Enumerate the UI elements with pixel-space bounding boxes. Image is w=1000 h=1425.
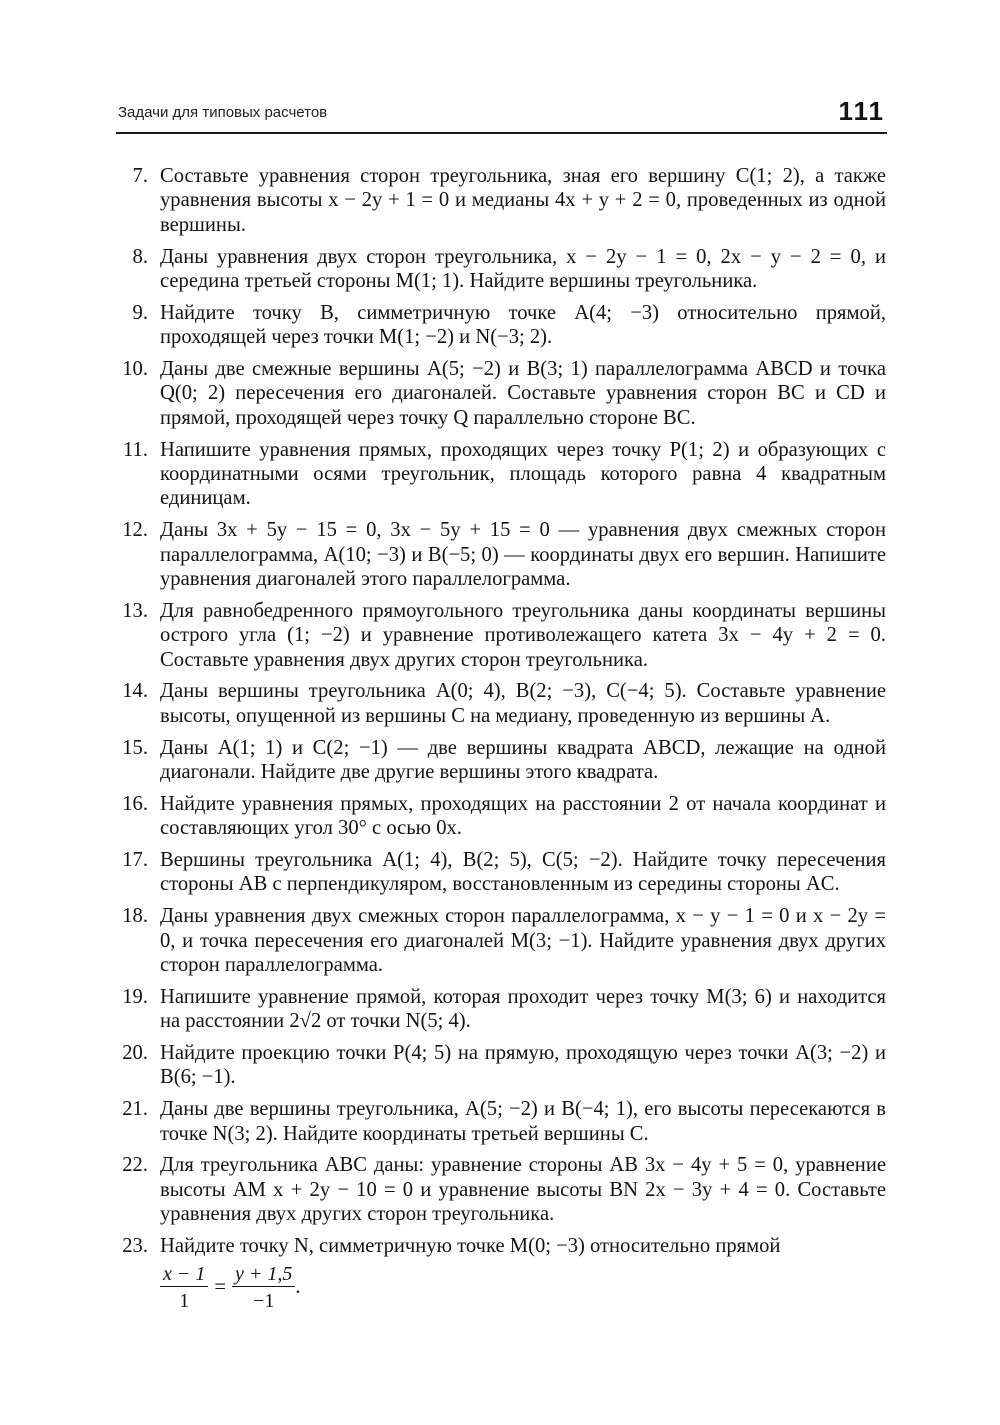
running-title: Задачи для типовых расчетов [118, 104, 328, 121]
equals-sign: = [214, 1276, 226, 1299]
problem-number: 11. [123, 438, 148, 461]
problem-number: 13. [122, 599, 148, 622]
period: . [295, 1276, 301, 1299]
problem-7 [110, 164, 886, 237]
problem-11 [110, 438, 886, 511]
problem-16 [110, 792, 886, 841]
problem-text: Для равнобедренного прямоугольного треугольника даны координаты вершины острого угла (1; −2) и уравнение противолежащего катета 3x − 4y + 2 = 0. Составьте уравнения двух других сторон треугольника. [160, 599, 886, 671]
problem-19 [110, 985, 886, 1034]
problem-text: Найдите проекцию точки P(4; 5) на прямую, проходящую через точки A(3; −2) и B(6; −1). [160, 1042, 886, 1089]
problem-number: 10. [122, 358, 148, 381]
problem-text: Даны уравнения двух смежных сторон параллелограмма, x − y − 1 = 0 и x − 2y = 0, и точка пересечения его диагоналей M(3; −1). Найдите уравнения двух других сторон параллелограмма. [160, 905, 886, 977]
problem-18 [110, 904, 886, 977]
problem-text: Вершины треугольника A(1; 4), B(2; 5), C(5; −2). Найдите точку пересечения стороны AB с перпендикуляром, восстановленным из середины стороны AC. [160, 849, 886, 896]
problem-text: Найдите уравнения прямых, проходящих на расстоянии 2 от начала координат и составляющих угол 30° с осью 0x. [160, 792, 886, 840]
fraction-denominator: −1 [253, 1289, 275, 1312]
problem-number: 23. [122, 1235, 148, 1258]
problem-text: Даны две смежные вершины A(5; −2) и B(3; 1) параллелограмма ABCD и точка Q(0; 2) пересечения его диагоналей. Составьте уравнения сторон BC и CD и прямой, проходящей через точку Q параллельно стороне BC. [160, 358, 886, 429]
problem-number: 7. [132, 165, 148, 187]
problem-15 [110, 736, 886, 785]
problem-number: 18. [122, 905, 148, 928]
problem-text: Даны две вершины треугольника, A(5; −2) и B(−4; 1), его высоты пересекаются в точке N(3; 2). Найдите координаты третьей вершины C. [160, 1098, 886, 1145]
problem-number: 8. [132, 245, 148, 268]
problem-21 [110, 1097, 886, 1146]
problem-text: Даны 3x + 5y − 15 = 0, 3x − 5y + 15 = 0 — уравнения двух смежных сторон параллелограмма, A(10; −3) и B(−5; 0) — координаты двух его вершин. Напишите уравнения диагоналей этого параллелограмма. [160, 519, 886, 591]
fraction-numerator: y + 1,5 [232, 1263, 295, 1287]
problem-number: 21. [122, 1098, 148, 1121]
problem-10 [110, 357, 886, 430]
fraction-numerator: x − 1 [160, 1263, 208, 1287]
line-equation [160, 1263, 886, 1312]
problem-list [110, 164, 886, 1318]
problem-text: Составьте уравнения сторон треугольника, зная его вершину C(1; 2), а также уравнения высоты x − 2y + 1 = 0 и медианы 4x + y + 2 = 0, проведенных из одной вершины. [160, 165, 886, 236]
problem-number: 9. [132, 301, 148, 324]
problem-20 [110, 1041, 886, 1090]
problem-number: 19. [122, 985, 148, 1008]
problem-22 [110, 1153, 886, 1226]
problem-14 [110, 679, 886, 728]
problem-text: Даны уравнения двух сторон треугольника, x − 2y − 1 = 0, 2x − y − 2 = 0, и середина третьей стороны M(1; 1). Найдите вершины треугольника. [160, 245, 886, 293]
fraction-right [232, 1263, 295, 1312]
problem-text: Для треугольника ABC даны: уравнение стороны AB 3x − 4y + 5 = 0, уравнение высоты AM x + 2y − 10 = 0 и уравнение высоты BN 2x − 3y + 4 = 0. Составьте уравнения двух других сторон треугольника. [160, 1154, 886, 1226]
problem-17 [110, 848, 886, 897]
fraction-denominator: 1 [179, 1289, 190, 1312]
problem-number: 22. [122, 1154, 148, 1177]
problem-text: Найдите точку B, симметричную точке A(4; −3) относительно прямой, проходящей через точки M(1; −2) и N(−3; 2). [160, 301, 886, 349]
problem-number: 20. [122, 1042, 148, 1065]
page-number: 111 [838, 96, 885, 126]
problem-number: 16. [122, 792, 148, 815]
problem-8 [110, 245, 886, 294]
problem-12 [110, 518, 886, 591]
problem-text: Найдите точку N, симметричную точке M(0; −3) относительно прямой [160, 1235, 781, 1258]
problem-number: 17. [122, 849, 148, 872]
problem-number: 12. [122, 519, 148, 542]
problem-text: Даны вершины треугольника A(0; 4), B(2; −3), C(−4; 5). Составьте уравнение высоты, опущенной из вершины C на медиану, проведенную из вершины A. [160, 680, 886, 727]
problem-13 [110, 599, 886, 672]
problem-number: 15. [122, 736, 148, 759]
problem-number: 14. [122, 680, 148, 703]
fraction-left [160, 1263, 208, 1312]
problem-23 [110, 1234, 886, 1311]
header-rule [116, 132, 887, 134]
problem-text: Напишите уравнения прямых, проходящих через точку P(1; 2) и образующих с координатными осями треугольник, площадь которого равна 4 квадратным единицам. [160, 438, 886, 510]
problem-text: Напишите уравнение прямой, которая проходит через точку M(3; 6) и находится на расстоянии 2√2 от точки N(5; 4). [160, 985, 886, 1033]
problem-9 [110, 301, 886, 350]
problem-text: Даны A(1; 1) и C(2; −1) — две вершины квадрата ABCD, лежащие на одной диагонали. Найдите две другие вершины этого квадрата. [160, 736, 886, 784]
